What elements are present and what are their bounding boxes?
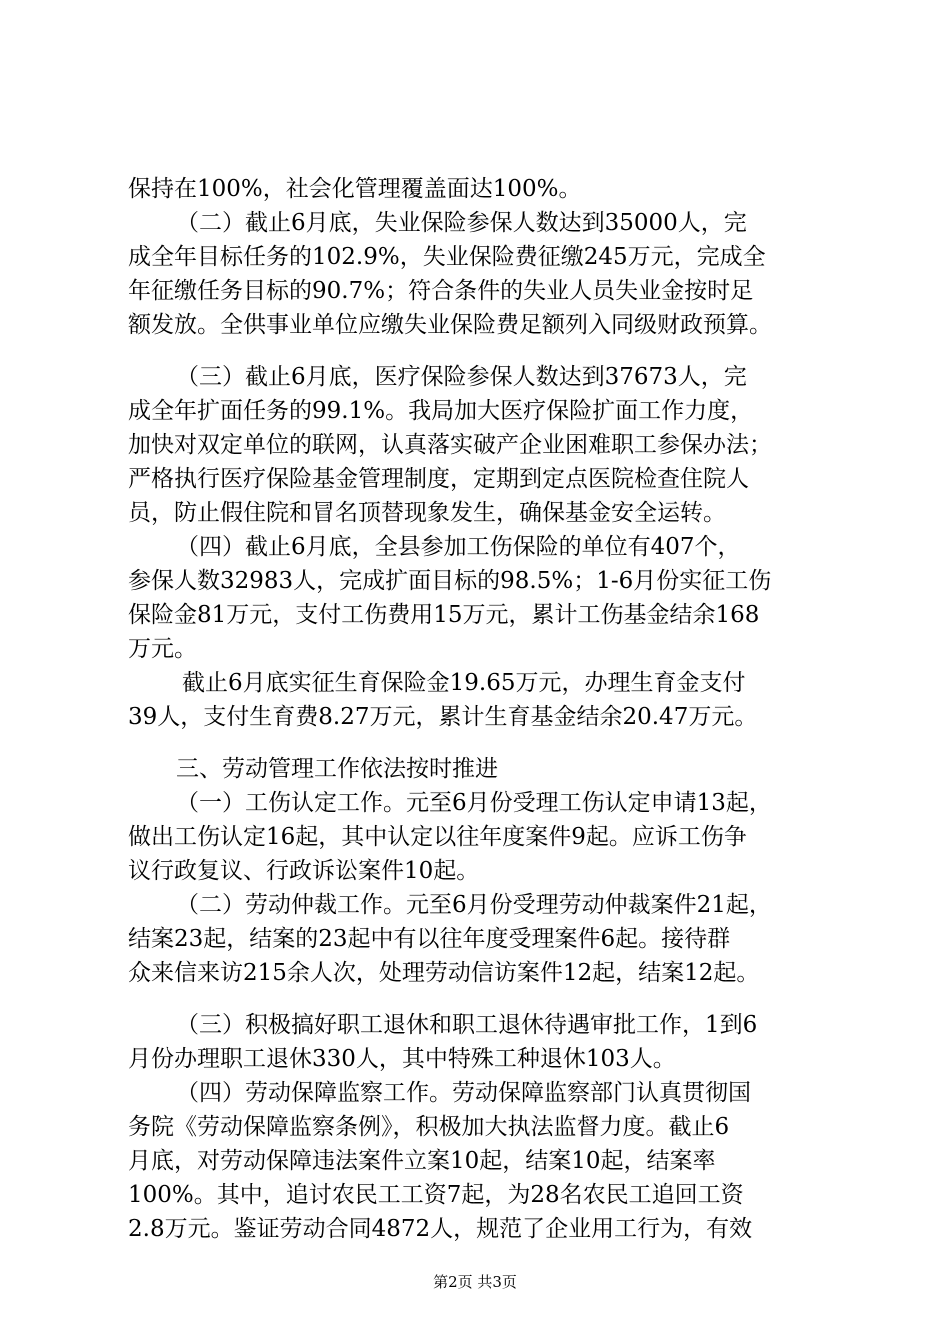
text-line: 月份办理职工退休330人，其中特殊工种退休103人。: [128, 1046, 676, 1072]
text-line: 严格执行医疗保险基金管理制度，定期到定点医院检查住院人: [128, 466, 749, 492]
text-line: 成全年目标任务的102.9%，失业保险费征缴245万元，完成全: [128, 244, 766, 270]
text-line: 员，防止假住院和冒名顶替现象发生，确保基金安全运转。: [128, 500, 726, 526]
text-line: 议行政复议、行政诉讼案件10起。: [128, 858, 480, 884]
text-line: 加快对双定单位的联网，认真落实破产企业困难职工参保办法；: [128, 432, 772, 458]
text-line: 保持在100%，社会化管理覆盖面达100%。: [128, 176, 582, 202]
text-line: （四）劳动保障监察工作。劳动保障监察部门认真贯彻国: [176, 1080, 751, 1106]
text-line: （二）劳动仲裁工作。元至6月份受理劳动仲裁案件21起，: [176, 892, 772, 918]
text-line: 年征缴任务目标的90.7%；符合条件的失业人员失业金按时足: [128, 278, 754, 304]
text-line: （二）截止6月底，失业保险参保人数达到35000人，完: [176, 210, 747, 236]
section-heading: 三、劳动管理工作依法按时推进: [176, 756, 498, 782]
text-line: 39人，支付生育费8.27万元，累计生育基金结余20.47万元。: [128, 704, 758, 730]
text-line: 额发放。全供事业单位应缴失业保险费足额列入同级财政预算。: [128, 312, 772, 338]
text-line: 100%。其中，追讨农民工工资7起，为28名农民工追回工资: [128, 1182, 744, 1208]
text-line: 做出工伤认定16起，其中认定以往年度案件9起。应诉工伤争: [128, 824, 747, 850]
text-line: 万元。: [128, 636, 197, 662]
text-line: 截止6月底实征生育保险金19.65万元，办理生育金支付: [182, 670, 746, 696]
page-footer: 第2页 共3页: [433, 1273, 517, 1291]
text-line: 月底，对劳动保障违法案件立案10起，结案10起，结案率: [128, 1148, 716, 1174]
text-line: 成全年扩面任务的99.1%。我局加大医疗保险扩面工作力度，: [128, 398, 754, 424]
text-line: 2.8万元。鉴证劳动合同4872人，规范了企业用工行为，有效: [128, 1216, 753, 1242]
text-line: （四）截止6月底，全县参加工伤保险的单位有407个，: [176, 534, 741, 560]
text-line: （三）积极搞好职工退休和职工退休待遇审批工作，1到6: [176, 1012, 758, 1038]
text-line: （三）截止6月底，医疗保险参保人数达到37673人，完: [176, 364, 747, 390]
text-line: 参保人数32983人，完成扩面目标的98.5%；1-6月份实征工伤: [128, 568, 772, 594]
text-line: 结案23起，结案的23起中有以往年度受理案件6起。接待群: [128, 926, 731, 952]
text-line: 众来信来访215余人次，处理劳动信访案件12起，结案12起。: [128, 960, 760, 986]
text-line: 务院《劳动保障监察条例》，积极加大执法监督力度。截止6: [128, 1114, 730, 1140]
text-line: 保险金81万元，支付工伤费用15万元，累计工伤基金结余168: [128, 602, 760, 628]
text-line: （一）工伤认定工作。元至6月份受理工伤认定申请13起，: [176, 790, 772, 816]
